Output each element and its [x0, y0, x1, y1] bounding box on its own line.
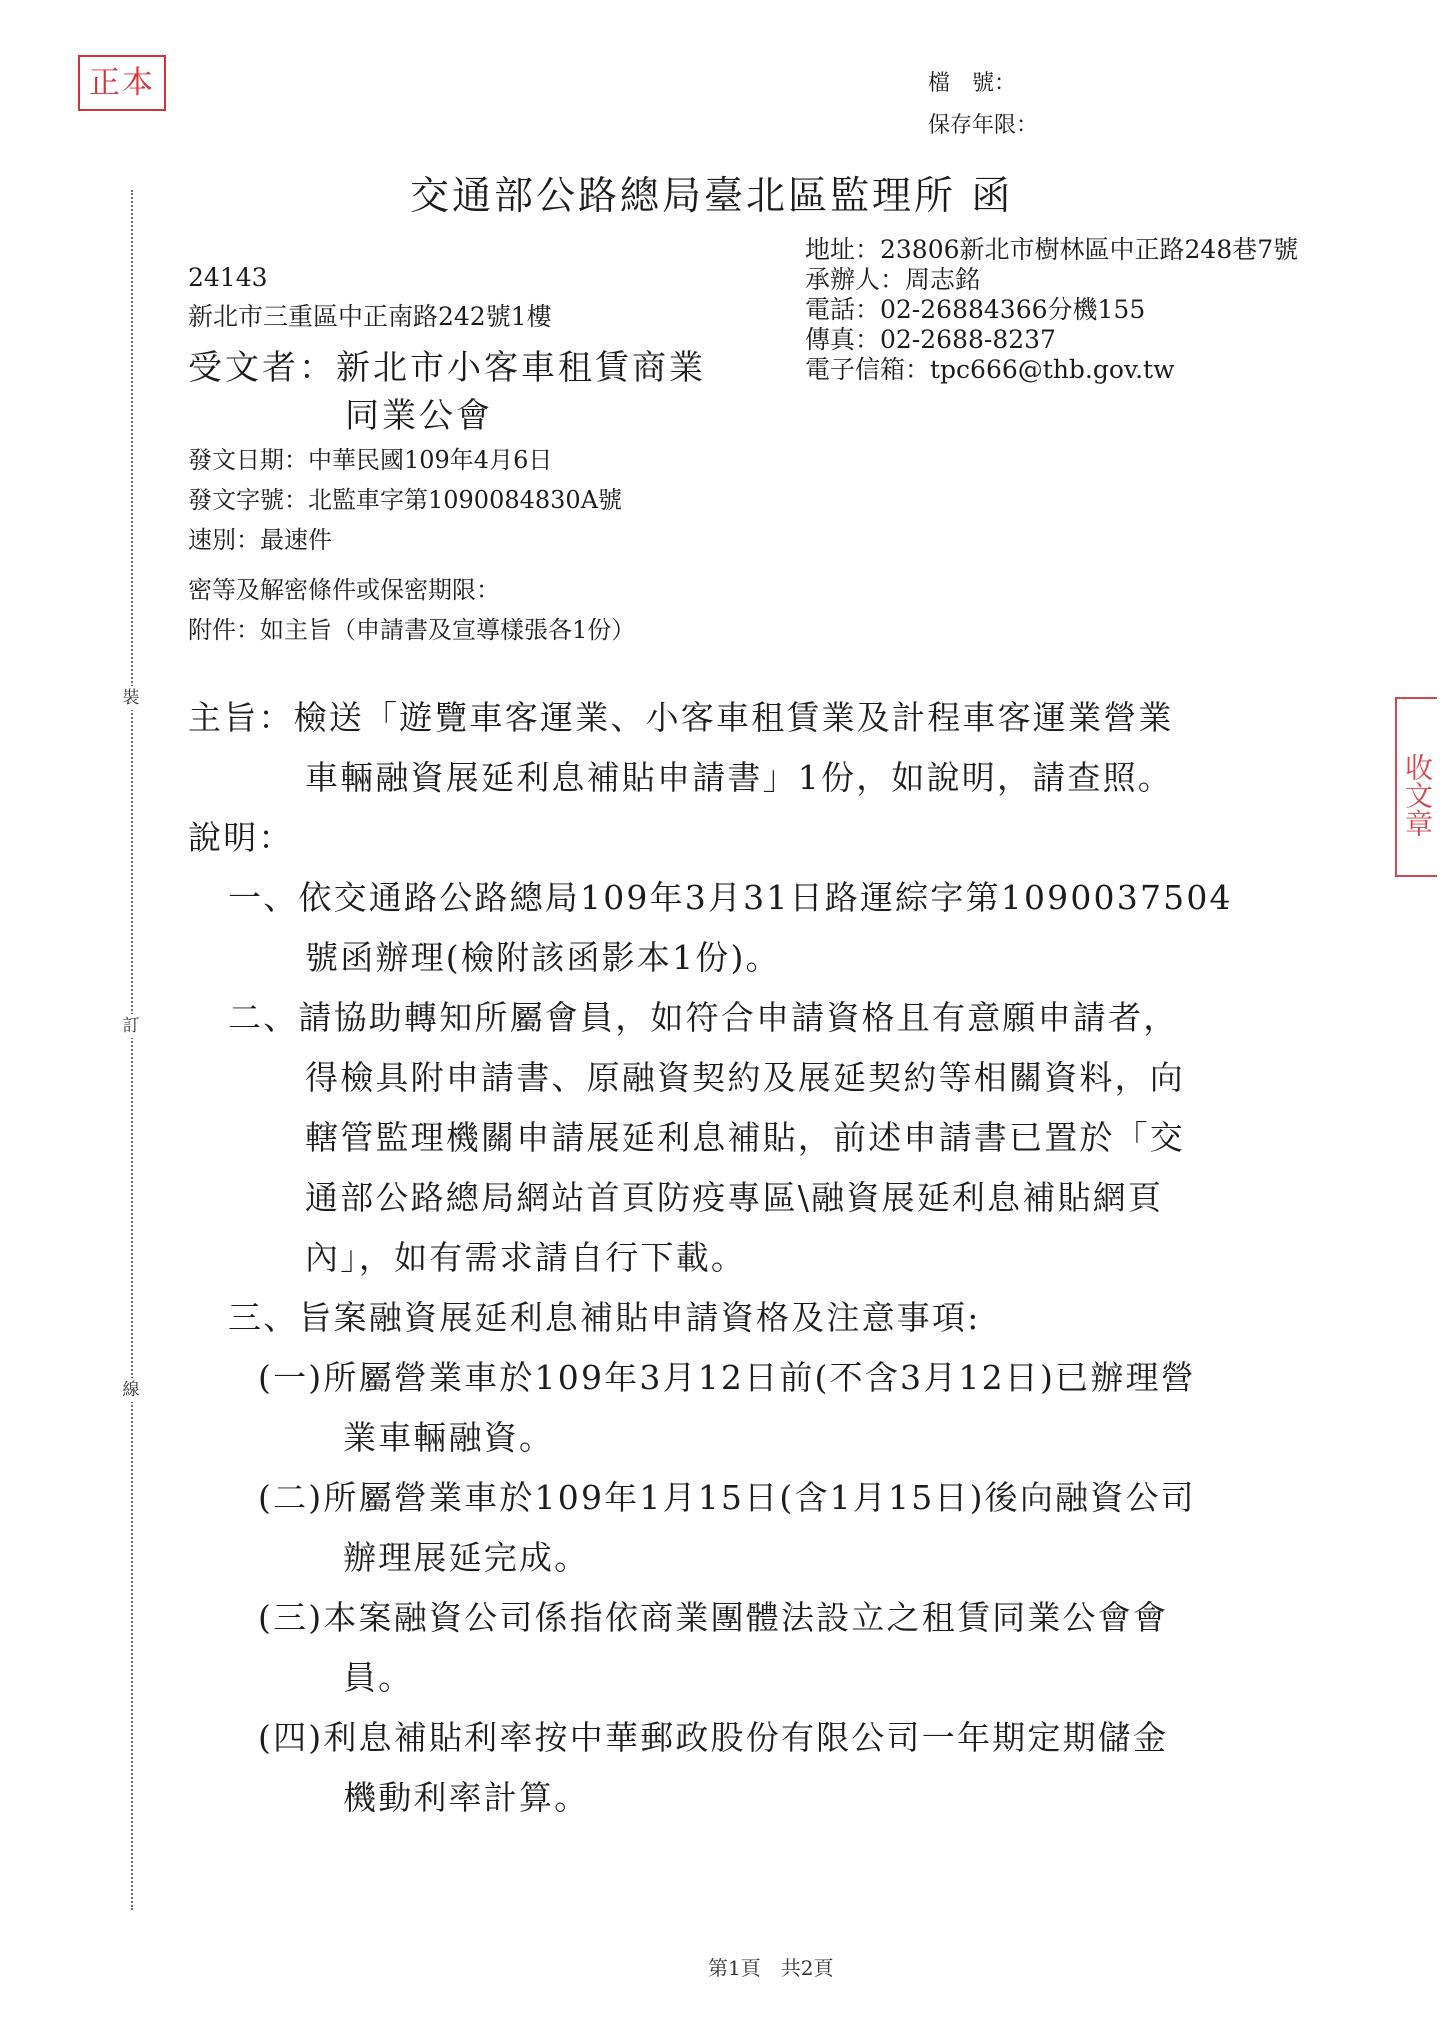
subject-line-2: 車輛融資展延利息補貼申請書」1份，如說明，請查照。: [305, 758, 1173, 797]
page-number: 第1頁 共2頁: [708, 1956, 834, 1980]
item-2-line-5: 內」，如有需求請自行下載。: [305, 1238, 747, 1277]
recipient-address: 新北市三重區中正南路242號1樓: [188, 302, 552, 331]
issue-date: 發文日期：中華民國109年4月6日: [188, 446, 553, 474]
subitem-4-line-2: 機動利率計算。: [343, 1778, 590, 1817]
binding-char-ding: 訂: [115, 1014, 147, 1038]
item-3-line-1: 三、旨案融資展延利息補貼申請資格及注意事項:: [228, 1298, 981, 1337]
subitem-1-line-1: (一)所屬營業車於109年3月12日前(不含3月12日)已辦理營: [258, 1358, 1196, 1397]
binding-char-xian: 線: [115, 1378, 147, 1402]
receipt-stamp: 收文章: [1395, 697, 1437, 877]
document-number: 發文字號：北監車字第1090084830A號: [188, 486, 623, 514]
item-1-line-2: 號函辦理(檢附該函影本1份)。: [305, 938, 781, 977]
subitem-1-line-2: 業車輛融資。: [343, 1418, 555, 1457]
subitem-4-line-1: (四)利息補貼利率按中華郵政股份有限公司一年期定期儲金: [258, 1718, 1169, 1757]
subitem-3-line-2: 員。: [343, 1658, 414, 1697]
sender-phone: 電話：02-26884366分機155: [805, 295, 1146, 324]
retention-period-label: 保存年限：: [928, 113, 1039, 138]
file-number-label: 檔 號：: [928, 71, 1017, 96]
sender-handler: 承辦人：周志銘: [805, 265, 981, 294]
item-2-line-4: 通部公路總局網站首頁防疫專區\融資展延利息補貼網頁: [305, 1178, 1164, 1217]
item-1-line-1: 一、依交通路公路總局109年3月31日路運綜字第1090037504: [228, 878, 1233, 917]
sender-address: 地址：23806新北市樹林區中正路248巷7號: [805, 235, 1299, 264]
item-2-line-2: 得檢具附申請書、原融資契約及展延契約等相關資料，向: [305, 1058, 1185, 1097]
sender-fax: 傳真：02-2688-8237: [805, 325, 1056, 354]
description-label: 說明：: [188, 818, 294, 857]
sender-email: 電子信箱：tpc666@thb.gov.tw: [805, 355, 1175, 384]
binding-line: [131, 190, 133, 1910]
recipient-zip: 24143: [188, 263, 268, 292]
subitem-2-line-1: (二)所屬營業車於109年1月15日(含1月15日)後向融資公司: [258, 1478, 1196, 1517]
recipient-line-1: 受文者：新北市小客車租賃商業: [188, 348, 706, 388]
attachment-note: 附件：如主旨（申請書及宣導樣張各1份）: [188, 616, 636, 644]
document-title: 交通部公路總局臺北區監理所 函: [410, 174, 1014, 219]
subitem-2-line-2: 辦理展延完成。: [343, 1538, 590, 1577]
recipient-line-2: 同業公會: [345, 396, 493, 436]
delivery-speed: 速別：最速件: [188, 526, 332, 554]
item-2-line-3: 轄管監理機關申請展延利息補貼，前述申請書已置於「交: [305, 1118, 1185, 1157]
subject-line-1: 主旨：檢送「遊覽車客運業、小客車租賃業及計程車客運業營業: [188, 698, 1174, 737]
item-2-line-1: 二、請協助轉知所屬會員，如符合申請資格且有意願申請者，: [228, 998, 1179, 1037]
secrecy-level: 密等及解密條件或保密期限：: [188, 576, 500, 604]
original-copy-stamp: 正本: [78, 55, 166, 111]
subitem-3-line-1: (三)本案融資公司係指依商業團體法設立之租賃同業公會會: [258, 1598, 1169, 1637]
binding-char-zhuang: 裝: [115, 686, 147, 710]
